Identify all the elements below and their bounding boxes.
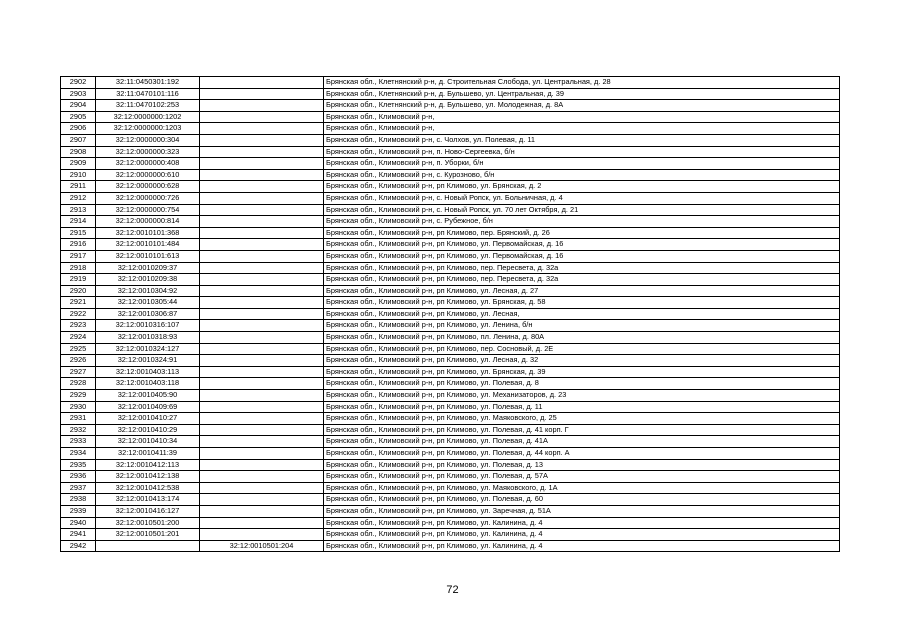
table-row bbox=[61, 320, 840, 332]
cadastral-number-cell bbox=[96, 540, 200, 552]
address-cell: Брянская обл., Климовский р-н, bbox=[324, 123, 840, 135]
row-number-cell: 2927 bbox=[61, 366, 96, 378]
table-row bbox=[61, 378, 840, 390]
secondary-cadastral-number-cell bbox=[200, 424, 324, 436]
row-number-cell: 2941 bbox=[61, 529, 96, 541]
table-row bbox=[61, 146, 840, 158]
cadastral-number-cell: 32:12:0010409:69 bbox=[96, 401, 200, 413]
secondary-cadastral-number-cell bbox=[200, 216, 324, 228]
row-number-cell: 2919 bbox=[61, 274, 96, 286]
row-number-cell: 2936 bbox=[61, 471, 96, 483]
table-row bbox=[61, 227, 840, 239]
table-row bbox=[61, 540, 840, 552]
secondary-cadastral-number-cell bbox=[200, 517, 324, 529]
cadastral-number-cell: 32:12:0000000:304 bbox=[96, 134, 200, 146]
address-cell: Брянская обл., Климовский р-н, рп Климово, ул. Маяковского, д. 1А bbox=[324, 482, 840, 494]
secondary-cadastral-number-cell bbox=[200, 401, 324, 413]
table-row bbox=[61, 308, 840, 320]
address-cell: Брянская обл., Климовский р-н, рп Климово, ул. Лесная, д. 32 bbox=[324, 355, 840, 367]
row-number-cell: 2912 bbox=[61, 192, 96, 204]
table-row bbox=[61, 169, 840, 181]
address-cell: Брянская обл., Климовский р-н, с. Рубежное, б/н bbox=[324, 216, 840, 228]
table-row bbox=[61, 413, 840, 425]
table-row bbox=[61, 204, 840, 216]
row-number-cell: 2923 bbox=[61, 320, 96, 332]
address-cell: Брянская обл., Климовский р-н, рп Климово, ул. Полевая, д. 41А bbox=[324, 436, 840, 448]
row-number-cell: 2925 bbox=[61, 343, 96, 355]
table-row bbox=[61, 448, 840, 460]
cadastral-number-cell: 32:12:0010318:93 bbox=[96, 332, 200, 344]
cadastral-number-cell: 32:12:0010209:37 bbox=[96, 262, 200, 274]
row-number-cell: 2916 bbox=[61, 239, 96, 251]
row-number-cell: 2917 bbox=[61, 250, 96, 262]
cadastral-number-cell: 32:12:0010412:538 bbox=[96, 482, 200, 494]
secondary-cadastral-number-cell bbox=[200, 146, 324, 158]
row-number-cell: 2909 bbox=[61, 158, 96, 170]
secondary-cadastral-number-cell bbox=[200, 262, 324, 274]
cadastral-number-cell: 32:12:0010413:174 bbox=[96, 494, 200, 506]
secondary-cadastral-number-cell bbox=[200, 413, 324, 425]
cadastral-number-cell: 32:12:0010405:90 bbox=[96, 390, 200, 402]
registry-table-body bbox=[61, 77, 840, 552]
row-number-cell: 2929 bbox=[61, 390, 96, 402]
cadastral-number-cell: 32:12:0010501:200 bbox=[96, 517, 200, 529]
secondary-cadastral-number-cell bbox=[200, 459, 324, 471]
secondary-cadastral-number-cell bbox=[200, 529, 324, 541]
secondary-cadastral-number-cell bbox=[200, 332, 324, 344]
address-cell: Брянская обл., Климовский р-н, bbox=[324, 111, 840, 123]
row-number-cell: 2935 bbox=[61, 459, 96, 471]
table-row bbox=[61, 100, 840, 112]
row-number-cell: 2933 bbox=[61, 436, 96, 448]
address-cell: Брянская обл., Климовский р-н, рп Климово, ул. Полевая, д. 41 корп. Г bbox=[324, 424, 840, 436]
secondary-cadastral-number-cell bbox=[200, 111, 324, 123]
row-number-cell: 2934 bbox=[61, 448, 96, 460]
cadastral-number-cell: 32:12:0010304:92 bbox=[96, 285, 200, 297]
secondary-cadastral-number-cell bbox=[200, 100, 324, 112]
table-row bbox=[61, 134, 840, 146]
address-cell: Брянская обл., Климовский р-н, рп Климово, ул. Лесная, д. 27 bbox=[324, 285, 840, 297]
address-cell: Брянская обл., Климовский р-н, рп Климово, ул. Полевая, д. 8 bbox=[324, 378, 840, 390]
row-number-cell: 2906 bbox=[61, 123, 96, 135]
address-cell: Брянская обл., Климовский р-н, рп Климово, ул. Калинина, д. 4 bbox=[324, 540, 840, 552]
cadastral-number-cell: 32:12:0010306:87 bbox=[96, 308, 200, 320]
table-row bbox=[61, 459, 840, 471]
table-row bbox=[61, 517, 840, 529]
address-cell: Брянская обл., Климовский р-н, рп Климово, ул. Маяковского, д. 25 bbox=[324, 413, 840, 425]
cadastral-number-cell: 32:12:0010410:34 bbox=[96, 436, 200, 448]
row-number-cell: 2937 bbox=[61, 482, 96, 494]
table-row bbox=[61, 192, 840, 204]
secondary-cadastral-number-cell bbox=[200, 343, 324, 355]
row-number-cell: 2921 bbox=[61, 297, 96, 309]
cadastral-number-cell: 32:12:0000000:323 bbox=[96, 146, 200, 158]
cadastral-number-cell: 32:12:0010410:27 bbox=[96, 413, 200, 425]
cadastral-number-cell: 32:12:0010412:138 bbox=[96, 471, 200, 483]
table-row bbox=[61, 181, 840, 193]
secondary-cadastral-number-cell bbox=[200, 482, 324, 494]
table-row bbox=[61, 239, 840, 251]
address-cell: Брянская обл., Клетнянский р-н, д. Строительная Слобода, ул. Центральная, д. 28 bbox=[324, 77, 840, 89]
cadastral-number-cell: 32:11:0470101:116 bbox=[96, 88, 200, 100]
row-number-cell: 2938 bbox=[61, 494, 96, 506]
table-row bbox=[61, 274, 840, 286]
row-number-cell: 2931 bbox=[61, 413, 96, 425]
row-number-cell: 2910 bbox=[61, 169, 96, 181]
address-cell: Брянская обл., Климовский р-н, рп Климово, пер. Пересвета, д. 32а bbox=[324, 274, 840, 286]
secondary-cadastral-number-cell bbox=[200, 274, 324, 286]
secondary-cadastral-number-cell bbox=[200, 308, 324, 320]
address-cell: Брянская обл., Климовский р-н, рп Климово, ул. Калинина, д. 4 bbox=[324, 529, 840, 541]
row-number-cell: 2922 bbox=[61, 308, 96, 320]
secondary-cadastral-number-cell bbox=[200, 505, 324, 517]
address-cell: Брянская обл., Климовский р-н, рп Климово, ул. Калинина, д. 4 bbox=[324, 517, 840, 529]
table-row bbox=[61, 262, 840, 274]
row-number-cell: 2903 bbox=[61, 88, 96, 100]
row-number-cell: 2918 bbox=[61, 262, 96, 274]
table-row bbox=[61, 390, 840, 402]
row-number-cell: 2911 bbox=[61, 181, 96, 193]
address-cell: Брянская обл., Климовский р-н, рп Климово, ул. Лесная, bbox=[324, 308, 840, 320]
address-cell: Брянская обл., Климовский р-н, рп Климово, пер. Сосновый, д. 2Е bbox=[324, 343, 840, 355]
address-cell: Брянская обл., Климовский р-н, рп Климово, ул. Брянская, д. 58 bbox=[324, 297, 840, 309]
table-row bbox=[61, 343, 840, 355]
secondary-cadastral-number-cell bbox=[200, 204, 324, 216]
secondary-cadastral-number-cell bbox=[200, 285, 324, 297]
secondary-cadastral-number-cell bbox=[200, 77, 324, 89]
secondary-cadastral-number-cell bbox=[200, 390, 324, 402]
row-number-cell: 2940 bbox=[61, 517, 96, 529]
cadastral-number-cell: 32:12:0000000:726 bbox=[96, 192, 200, 204]
row-number-cell: 2904 bbox=[61, 100, 96, 112]
address-cell: Брянская обл., Климовский р-н, рп Климово, ул. Полевая, д. 11 bbox=[324, 401, 840, 413]
secondary-cadastral-number-cell bbox=[200, 320, 324, 332]
table-row bbox=[61, 77, 840, 89]
address-cell: Брянская обл., Климовский р-н, рп Климово, ул. Полевая, д. 57А bbox=[324, 471, 840, 483]
address-cell: Брянская обл., Климовский р-н, с. Чолхов, ул. Полевая, д. 11 bbox=[324, 134, 840, 146]
cadastral-number-cell: 32:12:0010209:38 bbox=[96, 274, 200, 286]
address-cell: Брянская обл., Климовский р-н, с. Новый Ропск, ул. Больничная, д. 4 bbox=[324, 192, 840, 204]
table-row bbox=[61, 424, 840, 436]
address-cell: Брянская обл., Климовский р-н, рп Климово, ул. Брянская, д. 2 bbox=[324, 181, 840, 193]
address-cell: Брянская обл., Климовский р-н, рп Климово, ул. Механизаторов, д. 23 bbox=[324, 390, 840, 402]
cadastral-number-cell: 32:12:0000000:814 bbox=[96, 216, 200, 228]
secondary-cadastral-number-cell bbox=[200, 436, 324, 448]
cadastral-number-cell: 32:12:0000000:754 bbox=[96, 204, 200, 216]
address-cell: Брянская обл., Климовский р-н, рп Климово, пер. Пересвета, д. 32а bbox=[324, 262, 840, 274]
cadastral-number-cell: 32:12:0010416:127 bbox=[96, 505, 200, 517]
secondary-cadastral-number-cell bbox=[200, 88, 324, 100]
address-cell: Брянская обл., Климовский р-н, рп Климово, ул. Полевая, д. 44 корп. А bbox=[324, 448, 840, 460]
cadastral-number-cell: 32:12:0000000:1203 bbox=[96, 123, 200, 135]
table-row bbox=[61, 88, 840, 100]
registry-table bbox=[60, 76, 840, 552]
cadastral-number-cell: 32:12:0010403:113 bbox=[96, 366, 200, 378]
cadastral-number-cell: 32:12:0010101:368 bbox=[96, 227, 200, 239]
secondary-cadastral-number-cell: 32:12:0010501:204 bbox=[200, 540, 324, 552]
cadastral-number-cell: 32:12:0010403:118 bbox=[96, 378, 200, 390]
address-cell: Брянская обл., Климовский р-н, с. Новый Ропск, ул. 70 лет Октября, д. 21 bbox=[324, 204, 840, 216]
table-row bbox=[61, 436, 840, 448]
table-row bbox=[61, 111, 840, 123]
row-number-cell: 2942 bbox=[61, 540, 96, 552]
secondary-cadastral-number-cell bbox=[200, 123, 324, 135]
table-row bbox=[61, 250, 840, 262]
table-row bbox=[61, 482, 840, 494]
table-row bbox=[61, 471, 840, 483]
secondary-cadastral-number-cell bbox=[200, 448, 324, 460]
cadastral-number-cell: 32:12:0000000:1202 bbox=[96, 111, 200, 123]
table-row bbox=[61, 285, 840, 297]
secondary-cadastral-number-cell bbox=[200, 250, 324, 262]
row-number-cell: 2914 bbox=[61, 216, 96, 228]
address-cell: Брянская обл., Климовский р-н, рп Климово, пл. Ленина, д. 80А bbox=[324, 332, 840, 344]
secondary-cadastral-number-cell bbox=[200, 239, 324, 251]
table-row bbox=[61, 216, 840, 228]
table-row bbox=[61, 529, 840, 541]
table-row bbox=[61, 332, 840, 344]
cadastral-number-cell: 32:12:0010316:107 bbox=[96, 320, 200, 332]
address-cell: Брянская обл., Климовский р-н, рп Климово, ул. Брянская, д. 39 bbox=[324, 366, 840, 378]
row-number-cell: 2932 bbox=[61, 424, 96, 436]
row-number-cell: 2924 bbox=[61, 332, 96, 344]
cadastral-number-cell: 32:12:0010101:613 bbox=[96, 250, 200, 262]
address-cell: Брянская обл., Климовский р-н, рп Климово, пер. Брянский, д. 26 bbox=[324, 227, 840, 239]
secondary-cadastral-number-cell bbox=[200, 169, 324, 181]
cadastral-number-cell: 32:12:0010324:127 bbox=[96, 343, 200, 355]
address-cell: Брянская обл., Климовский р-н, п. Ново-Сергеевка, б/н bbox=[324, 146, 840, 158]
cadastral-number-cell: 32:11:0450301:192 bbox=[96, 77, 200, 89]
secondary-cadastral-number-cell bbox=[200, 158, 324, 170]
table-row bbox=[61, 123, 840, 135]
address-cell: Брянская обл., Клетнянский р-н, д. Бульшево, ул. Центральная, д. 39 bbox=[324, 88, 840, 100]
row-number-cell: 2930 bbox=[61, 401, 96, 413]
cadastral-number-cell: 32:12:0010410:29 bbox=[96, 424, 200, 436]
address-cell: Брянская обл., Климовский р-н, рп Климово, ул. Первомайская, д. 16 bbox=[324, 250, 840, 262]
cadastral-number-cell: 32:12:0010305:44 bbox=[96, 297, 200, 309]
address-cell: Брянская обл., Климовский р-н, с. Курозново, б/н bbox=[324, 169, 840, 181]
address-cell: Брянская обл., Климовский р-н, рп Климово, ул. Первомайская, д. 16 bbox=[324, 239, 840, 251]
row-number-cell: 2907 bbox=[61, 134, 96, 146]
table-row bbox=[61, 158, 840, 170]
cadastral-number-cell: 32:12:0000000:628 bbox=[96, 181, 200, 193]
secondary-cadastral-number-cell bbox=[200, 192, 324, 204]
cadastral-number-cell: 32:12:0010501:201 bbox=[96, 529, 200, 541]
table-row bbox=[61, 494, 840, 506]
row-number-cell: 2902 bbox=[61, 77, 96, 89]
address-cell: Брянская обл., Климовский р-н, рп Климово, ул. Полевая, д. 60 bbox=[324, 494, 840, 506]
cadastral-number-cell: 32:12:0010411:39 bbox=[96, 448, 200, 460]
row-number-cell: 2920 bbox=[61, 285, 96, 297]
secondary-cadastral-number-cell bbox=[200, 134, 324, 146]
cadastral-number-cell: 32:11:0470102:253 bbox=[96, 100, 200, 112]
page-number: 72 bbox=[446, 584, 459, 596]
table-row bbox=[61, 355, 840, 367]
row-number-cell: 2915 bbox=[61, 227, 96, 239]
secondary-cadastral-number-cell bbox=[200, 181, 324, 193]
cadastral-number-cell: 32:12:0010324:91 bbox=[96, 355, 200, 367]
cadastral-number-cell: 32:12:0000000:610 bbox=[96, 169, 200, 181]
address-cell: Брянская обл., Климовский р-н, п. Уборки, б/н bbox=[324, 158, 840, 170]
cadastral-number-cell: 32:12:0010412:113 bbox=[96, 459, 200, 471]
secondary-cadastral-number-cell bbox=[200, 378, 324, 390]
secondary-cadastral-number-cell bbox=[200, 355, 324, 367]
table-row bbox=[61, 297, 840, 309]
row-number-cell: 2913 bbox=[61, 204, 96, 216]
secondary-cadastral-number-cell bbox=[200, 227, 324, 239]
row-number-cell: 2926 bbox=[61, 355, 96, 367]
cadastral-number-cell: 32:12:0010101:484 bbox=[96, 239, 200, 251]
cadastral-number-cell: 32:12:0000000:408 bbox=[96, 158, 200, 170]
secondary-cadastral-number-cell bbox=[200, 366, 324, 378]
address-cell: Брянская обл., Клетнянский р-н, д. Бульшево, ул. Молодежная, д. 8А bbox=[324, 100, 840, 112]
row-number-cell: 2939 bbox=[61, 505, 96, 517]
address-cell: Брянская обл., Климовский р-н, рп Климово, ул. Ленина, б/н bbox=[324, 320, 840, 332]
secondary-cadastral-number-cell bbox=[200, 471, 324, 483]
table-row bbox=[61, 366, 840, 378]
row-number-cell: 2908 bbox=[61, 146, 96, 158]
row-number-cell: 2928 bbox=[61, 378, 96, 390]
secondary-cadastral-number-cell bbox=[200, 494, 324, 506]
address-cell: Брянская обл., Климовский р-н, рп Климово, ул. Заречная, д. 51А bbox=[324, 505, 840, 517]
address-cell: Брянская обл., Климовский р-н, рп Климово, ул. Полевая, д. 13 bbox=[324, 459, 840, 471]
row-number-cell: 2905 bbox=[61, 111, 96, 123]
table-row bbox=[61, 505, 840, 517]
secondary-cadastral-number-cell bbox=[200, 297, 324, 309]
table-row bbox=[61, 401, 840, 413]
